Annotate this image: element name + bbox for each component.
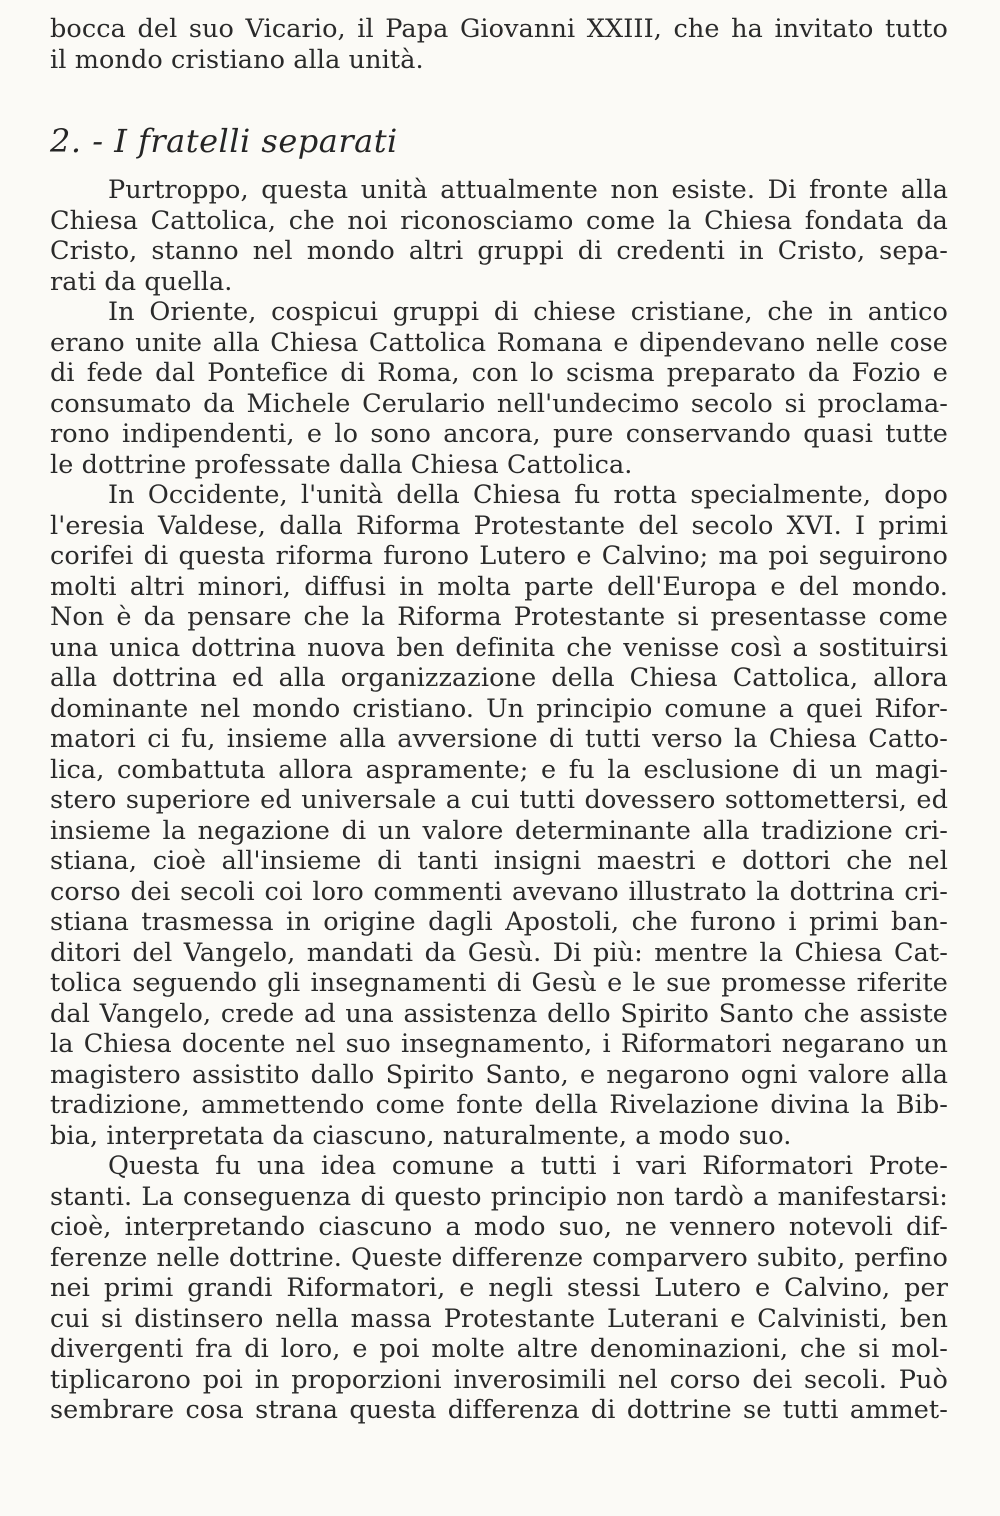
paragraph-2 [50, 297, 948, 480]
text-line: alla dottrina ed alla organizzazione della Chiesa Cattolica, allora [50, 663, 948, 693]
text-line: Non è da pensare che la Riforma Protestante si presentasse come [50, 602, 948, 632]
text-line: consumato da Michele Cerulario nell'undecimo secolo si proclama- [50, 388, 948, 419]
top-paragraph [50, 14, 948, 75]
text-line: lica, combattuta allora aspramente; e fu la esclusione di un magi- [50, 754, 948, 785]
text-line: sembrare cosa strana questa differenza di dottrine se tutti ammet- [50, 1395, 948, 1425]
text-line: rono indipendenti, e lo sono ancora, pure conservando quasi tutte [50, 419, 948, 449]
text-line: ditori del Vangelo, mandati da Gesù. Di più: mentre la Chiesa Cat- [50, 937, 948, 968]
text-line: bia, interpretata da ciascuno, naturalmente, a modo suo. [50, 1120, 792, 1151]
paragraph-1 [50, 175, 948, 297]
text-line: insieme la negazione di un valore determinante alla tradizione cri- [50, 815, 948, 846]
text-line: cui si distinsero nella massa Protestante Luterani e Calvinisti, ben [50, 1303, 948, 1334]
text-line: magistero assistito dallo Spirito Santo, e negarono ogni valore alla [50, 1059, 948, 1090]
text-line: una unica dottrina nuova ben definita che venisse così a sostituirsi [50, 632, 948, 663]
text-line: bocca del suo Vicario, il Papa Giovanni XXIII, che ha invitato tutto [50, 14, 948, 44]
text-line: Chiesa Cattolica, che noi riconosciamo come la Chiesa fondata da [50, 205, 948, 236]
text-line: Purtroppo, questa unità attualmente non esiste. Di fronte alla [108, 175, 948, 205]
paragraph-3 [50, 480, 948, 1151]
text-line: ferenze nelle dottrine. Queste differenze comparvero subito, perfino [50, 1242, 948, 1273]
text-line: tradizione, ammettendo come fonte della Rivelazione divina la Bib- [50, 1090, 948, 1120]
text-line: divergenti fra di loro, e poi molte altre denominazioni, che si mol- [50, 1334, 948, 1364]
text-line: stanti. La conseguenza di questo principio non tardò a manifestarsi: [50, 1181, 948, 1212]
text-line: tolica seguendo gli insegnamenti di Gesù e le sue promesse riferite [50, 968, 948, 998]
document-page [50, 14, 948, 1426]
text-line: rati da quella. [50, 266, 233, 297]
text-line: corso dei secoli coi loro commenti avevano illustrato la dottrina cri- [50, 876, 948, 907]
text-line: cioè, interpretando ciascuno a modo suo, ne vennero notevoli dif- [50, 1212, 948, 1242]
text-line: Questa fu una idea comune a tutti i vari Riformatori Prote- [108, 1151, 948, 1181]
text-line: dominante nel mondo cristiano. Un principio comune a quei Rifor- [50, 693, 948, 724]
text-line: matori ci fu, insieme alla avversione di tutti verso la Chiesa Catto- [50, 724, 948, 754]
text-line: dal Vangelo, crede ad una assistenza dello Spirito Santo che assiste [50, 998, 948, 1029]
text-line: il mondo cristiano alla unità. [50, 44, 424, 75]
text-line: In Occidente, l'unità della Chiesa fu rotta specialmente, dopo [108, 480, 948, 510]
text-line: tiplicarono poi in proporzioni inverosimili nel corso dei secoli. Può [50, 1364, 948, 1395]
text-line: l'eresia Valdese, dalla Riforma Protestante del secolo XVI. I primi [50, 510, 948, 541]
text-line: la Chiesa docente nel suo insegnamento, i Riformatori negarano un [50, 1029, 948, 1059]
text-line: nei primi grandi Riformatori, e negli stessi Lutero e Calvino, per [50, 1273, 948, 1303]
text-line: stiana trasmessa in origine dagli Apostoli, che furono i primi ban- [50, 907, 948, 937]
text-line: Cristo, stanno nel mondo altri gruppi di credenti in Cristo, sepa- [50, 236, 948, 266]
text-line: erano unite alla Chiesa Cattolica Romana e dipendevano nelle cose [50, 327, 948, 358]
text-line: di fede dal Pontefice di Roma, con lo scisma preparato da Fozio e [50, 358, 948, 388]
paragraph-4 [50, 1151, 948, 1426]
text-line: In Oriente, cospicui gruppi di chiese cristiane, che in antico [108, 297, 948, 327]
section-title: 2. - I fratelli separati [50, 122, 398, 160]
text-line: stiana, cioè all'insieme di tanti insigni maestri e dottori che nel [50, 846, 948, 876]
text-line: molti altri minori, diffusi in molta parte dell'Europa e del mondo. [50, 571, 948, 602]
text-line: le dottrine professate dalla Chiesa Cattolica. [50, 449, 633, 480]
text-line: stero superiore ed universale a cui tutti dovessero sottomettersi, ed [50, 785, 948, 815]
text-line: corifei di questa riforma furono Lutero e Calvino; ma poi seguirono [50, 541, 948, 571]
